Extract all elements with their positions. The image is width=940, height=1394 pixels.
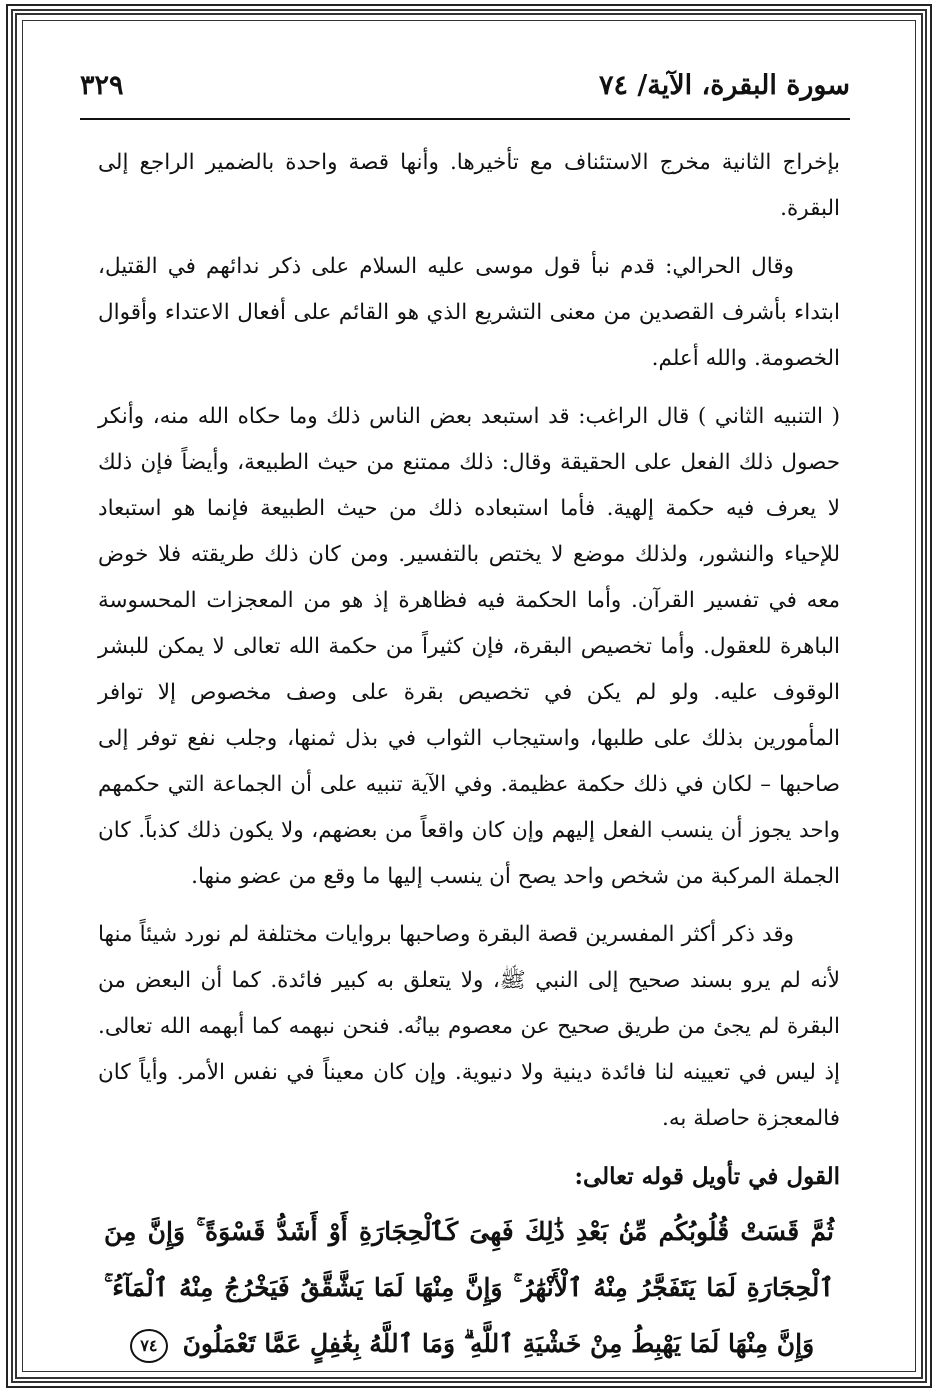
verse-text: ثُمَّ قَسَتْ قُلُوبُكُم مِّنۢ بَعْدِ ذَٰلِكَ فَهِىَ كَٱلْحِجَارَةِ أَوْ أَشَدُّ قَسْوَةً ۚ وَإِنَّ مِنَ ٱلْحِجَارَةِ لَمَا يَتَفَجَّرُ مِنْهُ ٱلْأَنْهَٰرُ ۚ وَإِنَّ مِنْهَا لَمَا يَشَّقَّقُ فَيَخْرُجُ مِنْهُ ٱلْمَآءُ ۚ وَإِنَّ مِنْهَا لَمَا يَهْبِطُ مِنْ خَشْيَةِ ٱللَّهِ ۗ وَمَا ٱللَّهُ بِغَٰفِلٍ عَمَّا تَعْمَلُونَ [104, 1217, 834, 1358]
paragraph-1: بإخراج الثانية مخرج الاستئناف مع تأخيرها. وأنها قصة واحدة بالضمير الراجع إلى البقرة. [98, 150, 840, 221]
ayah-number-marker: ٧٤ [130, 1329, 168, 1363]
quran-verse [98, 1204, 840, 1372]
running-title: سورة البقرة، الآية/ ٧٤ [598, 70, 850, 101]
header-rule [80, 118, 850, 120]
paragraph-3: ( التنبيه الثاني ) قال الراغب: قد استبعد بعض الناس ذلك وما حكاه الله منه، وأنكر حصول ذلك الفعل على الحقيقة وقال: ذلك ممتنع من حيث الطبيعة، وأيضاً فإن ذلك لا يعرف فيه حكمة إلهية. فأما استبعاده ذلك من حيث الطبيعة فإنما هو استبعاد للإحياء والنشور، ولذلك موضع لا يختص بالتفسير. ومن كان ذلك طريقته فلا خوض معه في تفسير القرآن. وأما الحكمة فيه فظاهرة إذ هو من المعجزات المحسوسة الباهرة للعقول. وأما تخصيص البقرة، فإن كثيراً من حكمة الله تعالى لا يمكن للبشر الوقوف عليه. ولو لم يكن في تخصيص بقرة على وصف مخصوص إلا توافر المأمورين بذلك على طلبها، واستيجاب الثواب في بذل ثمنها، وجلب نفع توفر إلى صاحبها – لكان في ذلك حكمة عظيمة. وفي الآية تنبيه على أن الجماعة التي حكمهم واحد يجوز أن ينسب الفعل إليهم وإن كان واقعاً من بعضهم، ولا يكون ذلك كذباً. كان الجملة المركبة من شخص واحد يصح أن ينسب إليها ما وقع من عضو منها. [98, 404, 840, 889]
running-header [80, 66, 850, 116]
paragraph-2: وقال الحرالي: قدم نبأ قول موسى عليه السلام على ذكر ندائهم في القتيل، ابتداء بأشرف القصدين من معنى التشريع الذي هو القائم على أفعال الاعتداء وأقوال الخصومة. والله أعلم. [98, 254, 840, 371]
section-heading: القول في تأويل قوله تعالى: [574, 1163, 840, 1190]
page-number: ٣٢٩ [80, 70, 124, 101]
paragraph-4: وقد ذكر أكثر المفسرين قصة البقرة وصاحبها بروايات مختلفة لم نورد شيئاً منها لأنه لم يرو بسند صحيح إلى النبي ﷺ، ولا يتعلق به كبير فائدة. كما أن البعض من البقرة لم يجئ من طريق صحيح عن معصوم بيانُه. فنحن نبهمه كما أبهمه الله تعالى. إذ ليس في تعيينه لنا فائدة دينية ولا دنيوية. وإن كان معيناً في نفس الأمر. وأياً كان فالمعجزة حاصلة به. [98, 922, 840, 1131]
main-text [98, 140, 840, 1372]
